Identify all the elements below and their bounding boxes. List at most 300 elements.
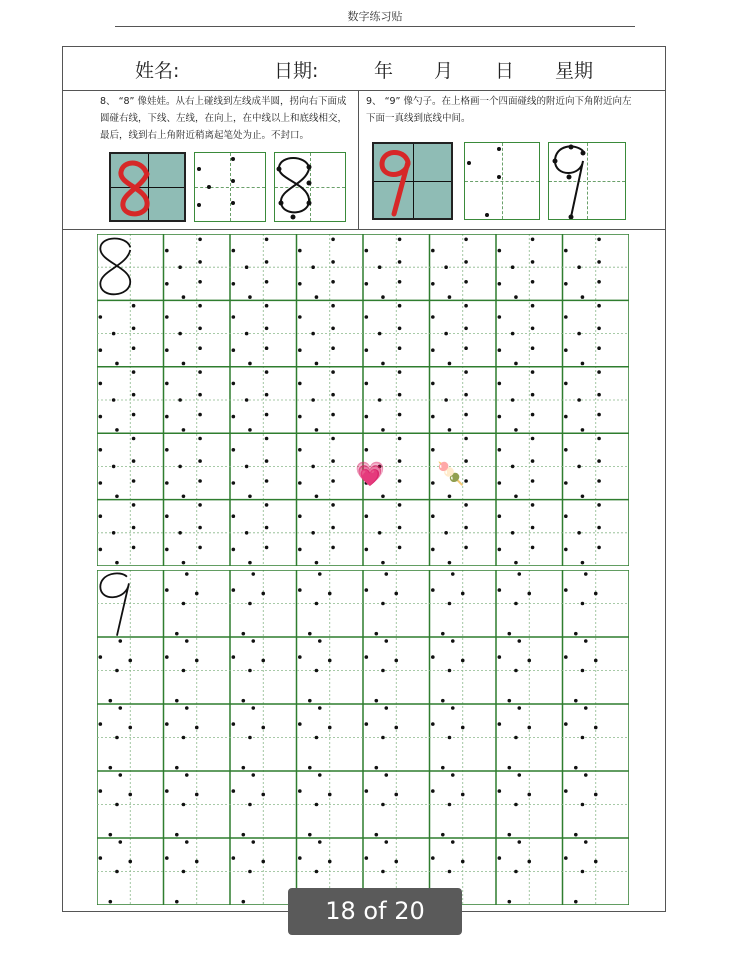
year-label: 年: [374, 60, 394, 82]
guide-dot: [574, 833, 578, 837]
guide-dot: [132, 393, 136, 397]
guide-dot: [514, 870, 518, 874]
guide-dot: [381, 803, 385, 807]
guide-dot: [527, 860, 531, 864]
guide-dot: [315, 803, 319, 807]
guide-dot: [508, 766, 512, 770]
guide-dot: [198, 326, 202, 330]
guide-dot: [581, 870, 585, 874]
guide-dot: [331, 346, 335, 350]
guide-dot: [441, 632, 445, 636]
guide-dot: [381, 362, 385, 366]
guide-dot: [597, 459, 601, 463]
guide-dot: [198, 260, 202, 264]
digit-nine-model: [374, 144, 451, 218]
guide-dot: [132, 304, 136, 308]
guide-dot: [597, 479, 601, 483]
guide-dot: [594, 659, 598, 663]
guide-dot: [165, 722, 169, 726]
guide-dot: [175, 699, 179, 703]
guide-dot: [398, 393, 402, 397]
guide-dot: [115, 736, 119, 740]
guide-dot: [331, 238, 335, 242]
guide-dot: [128, 659, 132, 663]
guide-dot: [398, 370, 402, 374]
guide-dot: [232, 249, 236, 253]
guide-dot: [517, 706, 521, 710]
guide-dot: [464, 346, 468, 350]
guide-dot: [514, 494, 518, 498]
guide-dot: [232, 722, 236, 726]
guide-dot: [444, 531, 448, 535]
guide-dot: [384, 773, 388, 777]
guide-dot: [431, 481, 435, 485]
guide-dot: [564, 548, 568, 552]
guide-dot: [398, 479, 402, 483]
guide-dot: [511, 531, 515, 535]
guide-dot: [331, 479, 335, 483]
guide-dot: [564, 282, 568, 286]
guide-dot: [178, 531, 182, 535]
guide-dot: [232, 481, 236, 485]
document-title: 数字练习贴: [347, 10, 403, 23]
guide-dot: [564, 588, 568, 592]
guide-dot: [198, 546, 202, 550]
guide-dot: [175, 900, 179, 904]
title-rule: [115, 26, 635, 27]
guide-dot: [581, 669, 585, 673]
guide-dot: [581, 428, 585, 432]
guide-dot: [594, 860, 598, 864]
guide-dot: [498, 348, 502, 352]
guide-dot: [597, 413, 601, 417]
guide-dot: [431, 588, 435, 592]
guide-dot: [531, 413, 535, 417]
guide-dot: [398, 238, 402, 242]
guide-dot: [265, 479, 269, 483]
guide-dot: [112, 531, 116, 535]
guide-dot: [242, 632, 246, 636]
guide-dot: [265, 546, 269, 550]
guide-dot: [331, 503, 335, 507]
guide-dot: [564, 448, 568, 452]
guide-dot: [464, 260, 468, 264]
guide-dot: [251, 840, 255, 844]
guide-dot: [128, 726, 132, 730]
guide-dot: [581, 803, 585, 807]
guide-dot: [381, 870, 385, 874]
guide-dot: [185, 773, 189, 777]
guide-dot: [365, 282, 369, 286]
guide-dot: [115, 494, 119, 498]
guide-dot: [265, 437, 269, 441]
guide-dot: [365, 382, 369, 386]
guide-dot: [498, 249, 502, 253]
instruction-nine: 9、 “9” 像勺子。在上格画一个四面碰线的附近向下角附近向左下面一真线到底线中间。: [366, 96, 632, 124]
guide-dot: [365, 655, 369, 659]
guide-dot: [232, 548, 236, 552]
guide-dot: [531, 479, 535, 483]
guide-dot: [381, 295, 385, 299]
guide-dot: [508, 632, 512, 636]
guide-dot: [248, 736, 252, 740]
guide-dot: [531, 526, 535, 530]
guide-dot: [564, 856, 568, 860]
guide-dot: [564, 382, 568, 386]
guide-dot: [245, 531, 249, 535]
guide-dot: [431, 415, 435, 419]
guide-dot: [185, 572, 189, 576]
guide-dot: [315, 295, 319, 299]
guide-dot: [99, 789, 103, 793]
guide-dot: [328, 659, 332, 663]
guide-dot: [165, 856, 169, 860]
guide-dot: [431, 514, 435, 518]
guide-dot: [298, 315, 302, 319]
guide-dot: [165, 588, 169, 592]
guide-dot: [298, 789, 302, 793]
guide-dot: [195, 592, 199, 596]
heart-sticker: 💗: [355, 460, 385, 488]
guide-dot: [265, 326, 269, 330]
guide-dot: [311, 332, 315, 336]
dot-box-nine: [464, 142, 540, 220]
guide-dot: [248, 494, 252, 498]
guide-dot: [182, 803, 186, 807]
guide-dot: [165, 448, 169, 452]
guide-dot: [99, 315, 103, 319]
guide-dot: [448, 362, 452, 366]
guide-dot: [242, 699, 246, 703]
guide-dot: [185, 706, 189, 710]
guide-dot: [165, 249, 169, 253]
guide-dot: [298, 722, 302, 726]
guide-dot: [514, 428, 518, 432]
guide-dot: [381, 736, 385, 740]
guide-dot: [444, 398, 448, 402]
guide-dot: [431, 655, 435, 659]
dot-box-eight: [194, 152, 266, 222]
guide-dot: [132, 526, 136, 530]
guide-dot: [514, 295, 518, 299]
guide-dot: [511, 398, 515, 402]
guide-dot: [315, 669, 319, 673]
guide-dot: [597, 238, 601, 242]
guide-dot: [431, 282, 435, 286]
guide-dot: [597, 393, 601, 397]
guide-dot: [431, 315, 435, 319]
guide-dot: [365, 348, 369, 352]
guide-dot: [448, 428, 452, 432]
guide-dot: [178, 265, 182, 269]
guide-dot: [365, 249, 369, 253]
guide-dot: [448, 602, 452, 606]
guide-dot: [514, 561, 518, 565]
guide-dot: [331, 437, 335, 441]
guide-dot: [331, 526, 335, 530]
guide-dot: [251, 706, 255, 710]
guide-dot: [198, 479, 202, 483]
guide-dot: [132, 459, 136, 463]
guide-dot: [109, 766, 113, 770]
guide-dot: [448, 494, 452, 498]
guide-dot: [232, 348, 236, 352]
guide-dot: [527, 793, 531, 797]
guide-dot: [195, 659, 199, 663]
guide-dot: [365, 789, 369, 793]
guide-dot: [381, 561, 385, 565]
guide-dot: [128, 793, 132, 797]
guide-dot: [431, 382, 435, 386]
guide-dot: [99, 415, 103, 419]
guide-dot: [451, 639, 455, 643]
guide-dot: [531, 437, 535, 441]
guide-dot: [232, 415, 236, 419]
guide-dot: [594, 592, 598, 596]
guide-dot: [331, 413, 335, 417]
guide-dot: [198, 370, 202, 374]
guide-dot: [248, 362, 252, 366]
guide-dot: [577, 398, 581, 402]
guide-dot: [498, 315, 502, 319]
guide-dot: [195, 726, 199, 730]
guide-dot: [248, 602, 252, 606]
guide-dot: [298, 548, 302, 552]
guide-dot: [315, 736, 319, 740]
guide-dot: [298, 481, 302, 485]
guide-dot: [461, 860, 465, 864]
guide-dot: [248, 870, 252, 874]
guide-dot: [182, 602, 186, 606]
guide-dot: [198, 304, 202, 308]
guide-dot: [531, 503, 535, 507]
guide-dot: [461, 726, 465, 730]
guide-dot: [398, 503, 402, 507]
guide-dot: [331, 393, 335, 397]
guide-dot: [175, 833, 179, 837]
skewer-sticker: 🍡: [437, 462, 465, 487]
date-label: 日期:: [274, 60, 319, 82]
guide-dot: [451, 706, 455, 710]
guide-dot: [448, 295, 452, 299]
weekday-label: 星期: [555, 60, 594, 82]
guide-dot: [511, 332, 515, 336]
guide-dot: [242, 900, 246, 904]
guide-dot: [232, 856, 236, 860]
guide-dot: [398, 437, 402, 441]
guide-dot: [185, 840, 189, 844]
guide-dot: [451, 840, 455, 844]
guide-dot: [531, 459, 535, 463]
guide-dot: [574, 766, 578, 770]
guide-dot: [464, 238, 468, 242]
guide-dot: [132, 546, 136, 550]
guide-dot: [431, 249, 435, 253]
guide-dot: [182, 428, 186, 432]
guide-dot: [398, 304, 402, 308]
guide-dot: [511, 465, 515, 469]
guide-dot: [165, 282, 169, 286]
guide-dot: [517, 773, 521, 777]
guide-dot: [464, 393, 468, 397]
guide-dot: [261, 726, 265, 730]
guide-dot: [242, 766, 246, 770]
guide-dot: [498, 588, 502, 592]
guide-dot: [394, 659, 398, 663]
guide-dot: [517, 840, 521, 844]
guide-dot: [118, 773, 122, 777]
page-indicator[interactable]: 18 of 20: [288, 888, 462, 935]
guide-dot: [182, 669, 186, 673]
guide-dot: [531, 304, 535, 308]
guide-dot: [517, 639, 521, 643]
guide-dot: [311, 398, 315, 402]
guide-dot: [198, 346, 202, 350]
guide-dot: [318, 572, 322, 576]
guide-dot: [461, 659, 465, 663]
guide-dot: [564, 789, 568, 793]
guide-dot: [315, 428, 319, 432]
guide-dot: [198, 459, 202, 463]
guide-dot: [195, 793, 199, 797]
practice-grid-eight: [97, 234, 629, 566]
guide-dot: [298, 382, 302, 386]
guide-dot: [265, 260, 269, 264]
guide-dot: [198, 526, 202, 530]
guide-dot: [448, 561, 452, 565]
guide-dot: [527, 726, 531, 730]
guide-dot: [597, 346, 601, 350]
guide-dot: [132, 346, 136, 350]
guide-dot: [331, 326, 335, 330]
guide-dot: [431, 548, 435, 552]
guide-dot: [195, 860, 199, 864]
guide-dot: [394, 592, 398, 596]
guide-dot: [115, 362, 119, 366]
guide-dot: [248, 669, 252, 673]
guide-dot: [365, 856, 369, 860]
guide-dot: [311, 531, 315, 535]
guide-dot: [298, 282, 302, 286]
guide-dot: [331, 280, 335, 284]
guide-dot: [365, 722, 369, 726]
guide-dot: [448, 736, 452, 740]
guide-dot: [165, 315, 169, 319]
guide-dot: [464, 459, 468, 463]
guide-dot: [461, 592, 465, 596]
guide-dot: [448, 669, 452, 673]
guide-dot: [498, 415, 502, 419]
guide-dot: [115, 428, 119, 432]
guide-dot: [331, 304, 335, 308]
guide-dot: [464, 370, 468, 374]
guide-dot: [398, 459, 402, 463]
guide-dot: [441, 833, 445, 837]
guide-dot: [577, 332, 581, 336]
guide-dot: [381, 602, 385, 606]
guide-dot: [115, 803, 119, 807]
guide-dot: [261, 659, 265, 663]
guide-dot: [581, 561, 585, 565]
guide-dot: [381, 428, 385, 432]
name-label: 姓名:: [135, 60, 180, 82]
digit-eight-model: [111, 154, 184, 220]
guide-dot: [498, 789, 502, 793]
guide-dot: [328, 793, 332, 797]
guide-dot: [384, 572, 388, 576]
guide-dot: [384, 706, 388, 710]
guide-dot: [232, 382, 236, 386]
guide-dot: [318, 773, 322, 777]
guide-dot: [242, 833, 246, 837]
guide-dot: [564, 655, 568, 659]
guide-dot: [451, 572, 455, 576]
guide-dot: [99, 856, 103, 860]
guide-dot: [381, 669, 385, 673]
guide-dot: [265, 503, 269, 507]
guide-dot: [298, 348, 302, 352]
guide-dot: [531, 393, 535, 397]
guide-dot: [498, 448, 502, 452]
guide-dot: [115, 870, 119, 874]
guide-dot: [584, 572, 588, 576]
guide-dot: [308, 632, 312, 636]
guide-dot: [132, 437, 136, 441]
guide-dot: [232, 282, 236, 286]
guide-dot: [198, 280, 202, 284]
guide-dot: [574, 632, 578, 636]
guide-dot: [178, 398, 182, 402]
trace-box-eight: [274, 152, 346, 222]
guide-dot: [318, 639, 322, 643]
guide-dot: [517, 572, 521, 576]
guide-dot: [378, 332, 382, 336]
guide-dot: [245, 398, 249, 402]
guide-dot: [398, 346, 402, 350]
guide-dot: [118, 639, 122, 643]
guide-dot: [444, 332, 448, 336]
guide-dot: [165, 548, 169, 552]
guide-dot: [464, 280, 468, 284]
guide-dot: [132, 326, 136, 330]
guide-dot: [232, 315, 236, 319]
guide-dot: [182, 494, 186, 498]
guide-dot: [431, 448, 435, 452]
guide-dot: [498, 655, 502, 659]
guide-dot: [265, 304, 269, 308]
guide-dot: [365, 448, 369, 452]
guide-dot: [564, 514, 568, 518]
guide-dot: [248, 428, 252, 432]
guide-dot: [394, 860, 398, 864]
guide-dot: [198, 437, 202, 441]
guide-dot: [597, 280, 601, 284]
guide-dot: [232, 514, 236, 518]
guide-dot: [597, 326, 601, 330]
guide-dot: [298, 415, 302, 419]
guide-dot: [118, 840, 122, 844]
guide-dot: [315, 870, 319, 874]
guide-dot: [331, 546, 335, 550]
guide-dot: [198, 238, 202, 242]
guide-dot: [248, 561, 252, 565]
guide-dot: [109, 900, 113, 904]
guide-dot: [375, 632, 379, 636]
guide-dot: [378, 531, 382, 535]
model-box-eight: [109, 152, 186, 222]
guide-dot: [328, 592, 332, 596]
guide-dot: [109, 833, 113, 837]
